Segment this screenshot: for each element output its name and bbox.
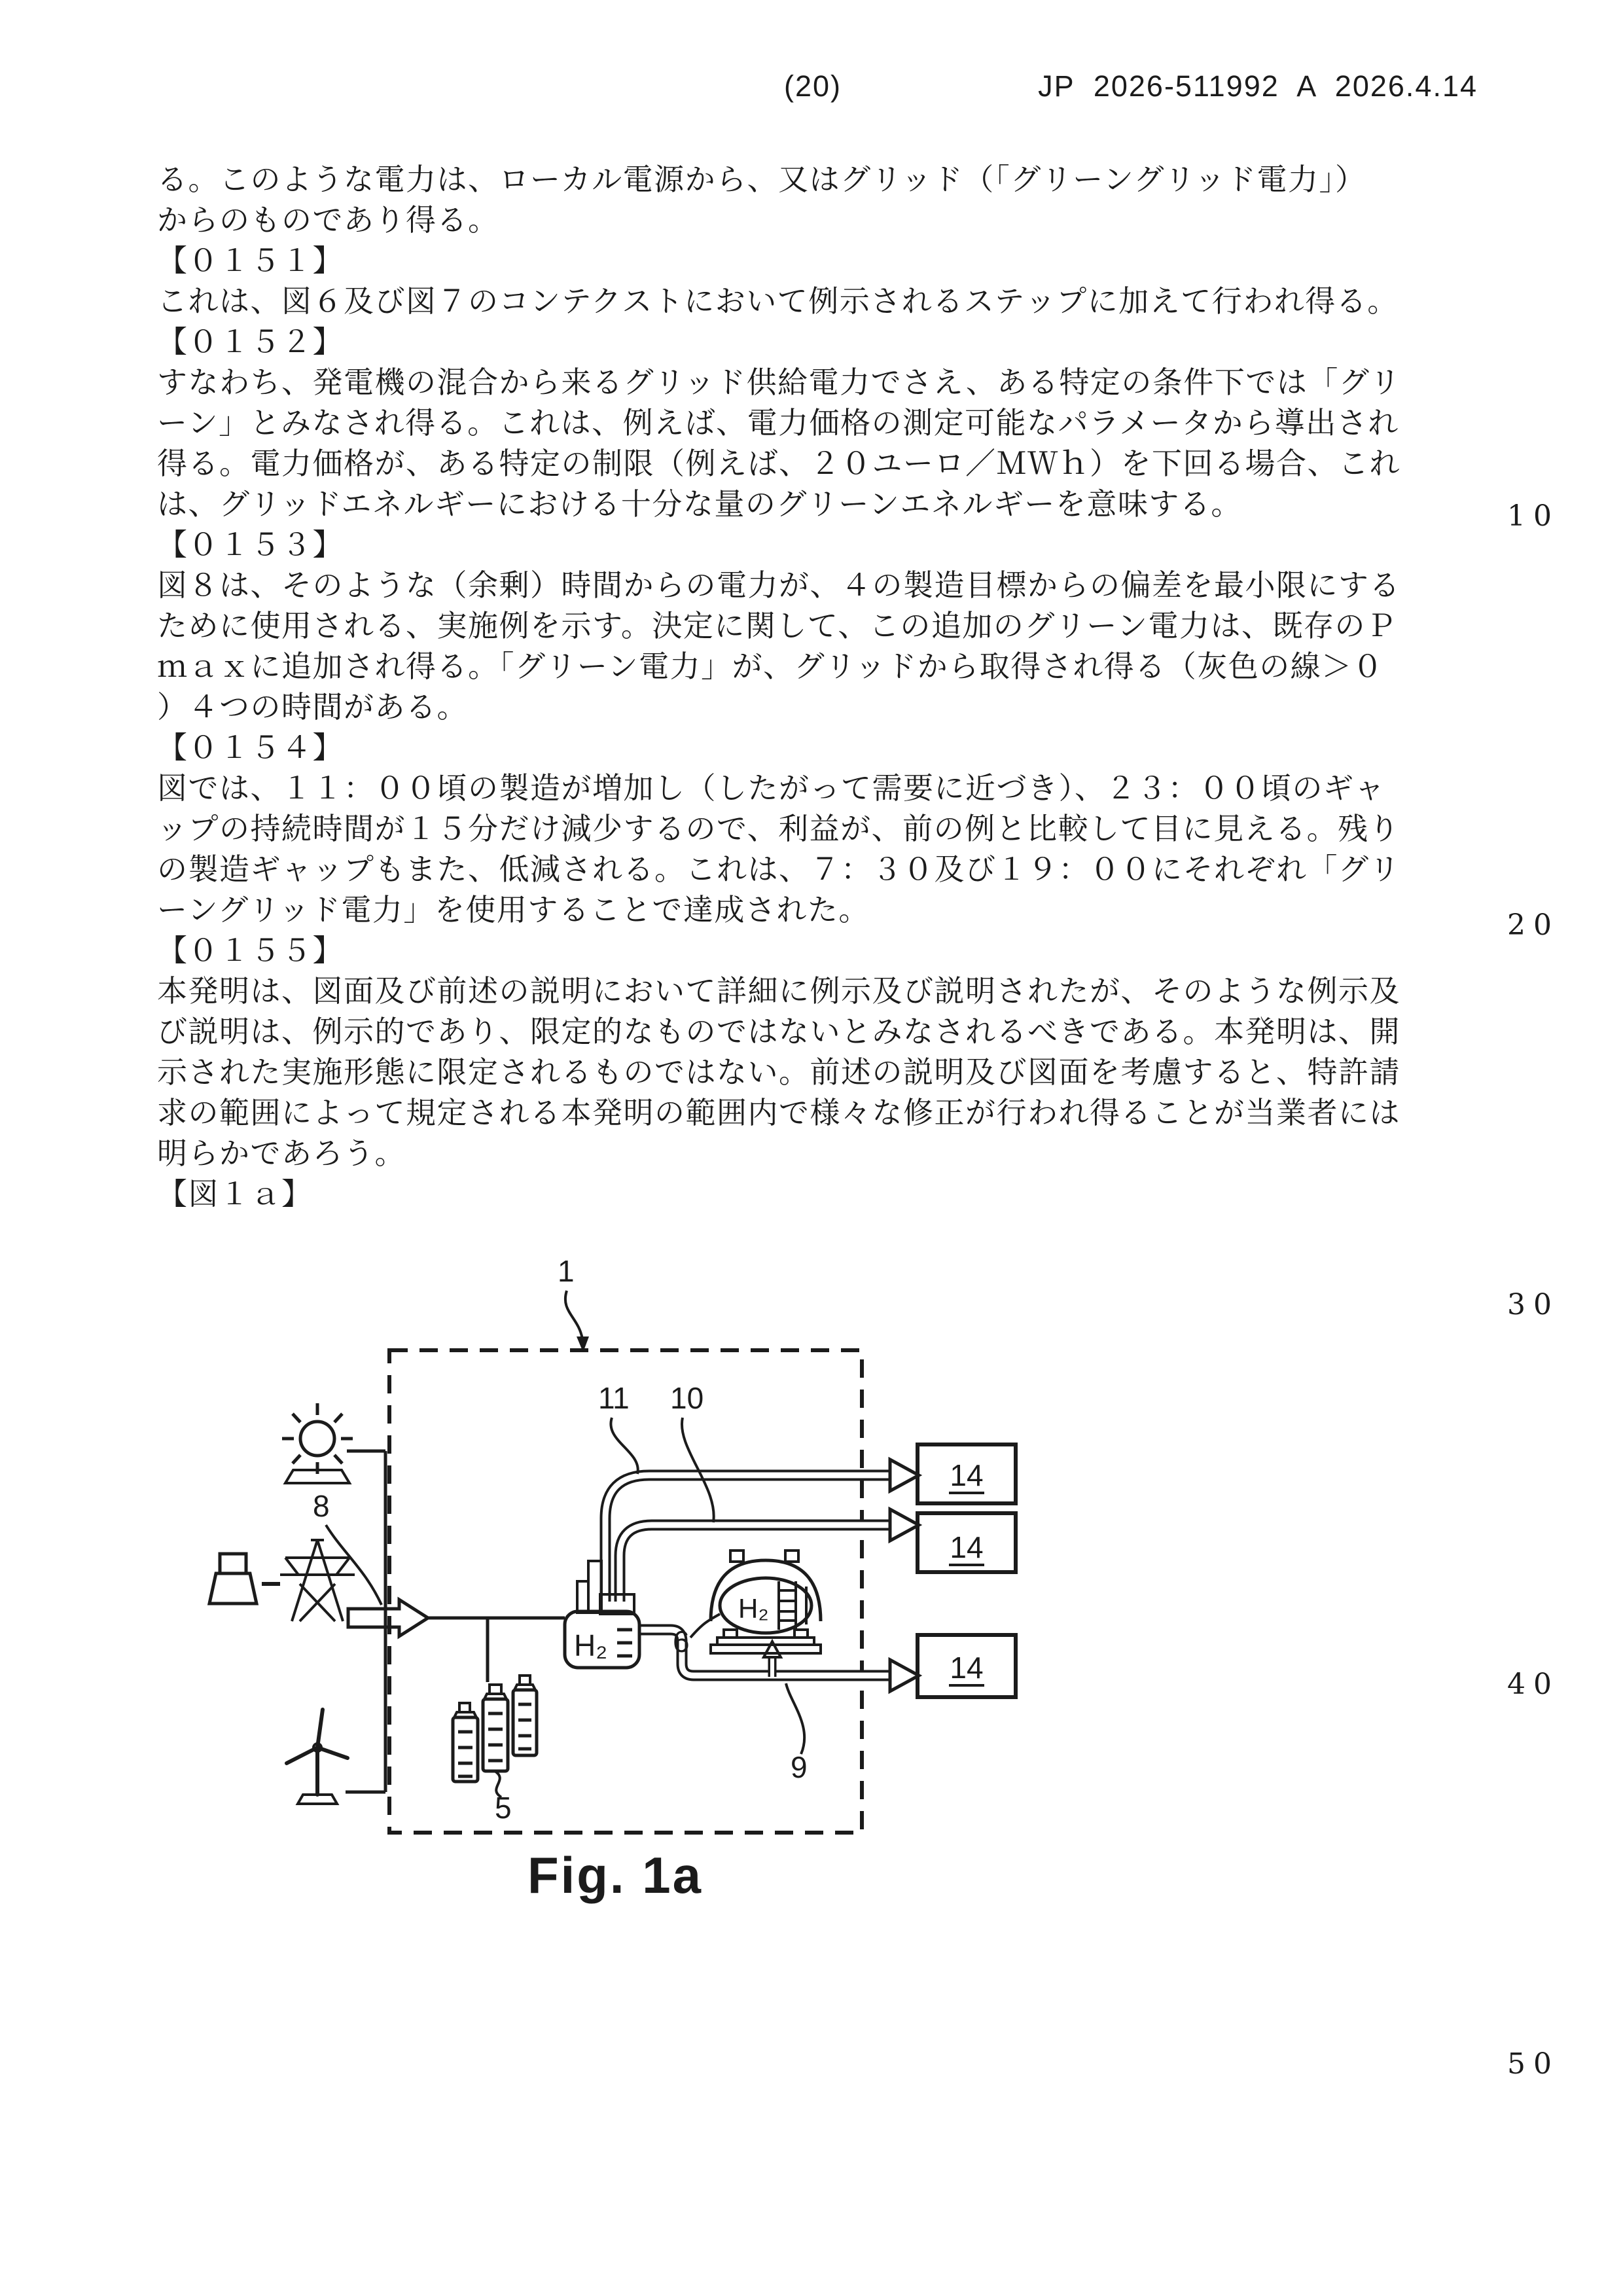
body-text-block [157, 160, 1505, 1215]
margin-line-number: 50 [1507, 2047, 1560, 2081]
leader-line-11 [611, 1418, 637, 1474]
text-line: 明らかであろう。 [157, 1137, 406, 1170]
text-line: からのものであり得る。 [157, 204, 499, 237]
text-line: 示された実施形態に限定されるものではない。前述の説明及び図面を考慮すると、特許請 [157, 1056, 1400, 1089]
figure-caption: Fig. 1a [527, 1846, 704, 1904]
text-line: の製造ギャップもまた、低減される。これは、７：３０及び１９：００にそれぞれ「グリ [157, 853, 1400, 886]
text-line: ｍａｘに追加され得る。「グリーン電力」が、グリッドから取得され得る（灰色の線＞０ [157, 650, 1384, 683]
paragraph-marker: 【０１５４】 [157, 731, 344, 764]
leader-line-9 [786, 1683, 804, 1754]
sun-icon [282, 1403, 353, 1474]
wind-turbine-icon [287, 1710, 348, 1804]
pipe-10 [620, 1525, 891, 1602]
electrolyzer-label: H₂ [574, 1628, 608, 1662]
text-line: る。このような電力は、ローカル電源から、又はグリッド（「グリーングリッド電力」） [157, 163, 1366, 196]
paragraph-marker: 【０１５５】 [157, 934, 344, 967]
figure-marker: 【図１ａ】 [157, 1177, 313, 1211]
pipe-11 [605, 1475, 891, 1602]
consumer-box [918, 1444, 1016, 1503]
ref-label-bottles: 5 [495, 1791, 512, 1825]
ref-label-tank: 6 [673, 1624, 690, 1659]
leader-line-6 [690, 1614, 720, 1638]
margin-line-number: 30 [1507, 1288, 1560, 1321]
pipe-arrowhead [890, 1660, 919, 1691]
pipe-arrowhead [890, 1460, 919, 1491]
text-line: 得る。電力価格が、ある特定の制限（例えば、２０ユーロ／ＭＷｈ）を下回る場合、これ [157, 447, 1400, 480]
paragraph-marker: 【０１５１】 [157, 244, 344, 278]
header-publication-number: JP 2026-511992 A 2026.4.14 [1038, 69, 1478, 103]
text-line: ために使用される、実施例を示す。決定に関して、この追加のグリーン電力は、既存のＰ [157, 609, 1397, 643]
battery-bottles-icon [453, 1676, 537, 1782]
ref-label-10: 10 [670, 1381, 704, 1415]
text-line: び説明は、例示的であり、限定的なものではないとみなされるべきである。本発明は、開 [157, 1015, 1400, 1049]
text-line: 本発明は、図面及び前述の説明において詳細に例示及び説明されたが、そのような例示及 [157, 975, 1400, 1008]
text-line: これは、図６及び図７のコンテクストにおいて例示されるステップに加えて行われ得る。 [157, 285, 1399, 318]
cooling-tower-icon [209, 1554, 257, 1604]
tank-label: H₂ [738, 1593, 769, 1624]
figure-1a [183, 1230, 1126, 1937]
bottle [483, 1685, 508, 1771]
text-line: 図８は、そのような（余剰）時間からの電力が、４の製造目標からの偏差を最小限にする [157, 569, 1400, 602]
text-line: すなわち、発電機の混合から来るグリッド供給電力でさえ、ある特定の条件下では「グリ [157, 366, 1401, 399]
consumer-label: 14 [950, 1458, 984, 1492]
text-line: は、グリッドエネルギーにおける十分な量のグリーンエネルギーを意味する。 [157, 488, 1242, 521]
margin-line-number: 20 [1507, 908, 1560, 942]
text-line: 図では、１１：００頃の製造が増加し（したがって需要に近づき）、２３：００頃のギャ [157, 772, 1385, 805]
text-line: ーングリッド電力」を使用することで達成された。 [157, 893, 870, 927]
ref-label-system: 1 [558, 1254, 575, 1288]
ref-label-9: 9 [791, 1750, 808, 1784]
paragraph-marker: 【０１５２】 [157, 325, 344, 359]
text-line: ーン」とみなされ得る。これは、例えば、電力価格の測定可能なパラメータから導出され [157, 406, 1399, 440]
ref-label-grid: 8 [313, 1489, 330, 1523]
source-bus-lines [346, 1451, 385, 1792]
bottle [513, 1676, 537, 1755]
bottle [453, 1703, 478, 1782]
consumer-label: 14 [950, 1651, 984, 1685]
header-page-number: (20) [784, 69, 842, 103]
electrolyzer [565, 1561, 639, 1668]
margin-line-number: 40 [1507, 1668, 1560, 1701]
hydrogen-tank [711, 1551, 821, 1653]
figure-1a-drawing [183, 1230, 1126, 1937]
leader-line-1 [565, 1291, 582, 1339]
pipe-arrowhead [890, 1509, 919, 1541]
ref-label-11: 11 [598, 1381, 630, 1415]
consumer-box [918, 1513, 1016, 1572]
consumer-label: 14 [950, 1530, 984, 1564]
text-line: ップの持続時間が１５分だけ減少するので、利益が、前の例と比較して目に見える。残り [157, 812, 1400, 846]
consumer-box [918, 1635, 1016, 1697]
margin-line-number: 10 [1507, 499, 1560, 533]
text-line: 求の範囲によって規定される本発明の範囲内で様々な修正が行われ得ることが当業者には [157, 1096, 1400, 1130]
text-line: ）４つの時間がある。 [157, 691, 468, 724]
paragraph-marker: 【０１５３】 [157, 528, 344, 562]
power-pylon-icon [280, 1540, 355, 1621]
